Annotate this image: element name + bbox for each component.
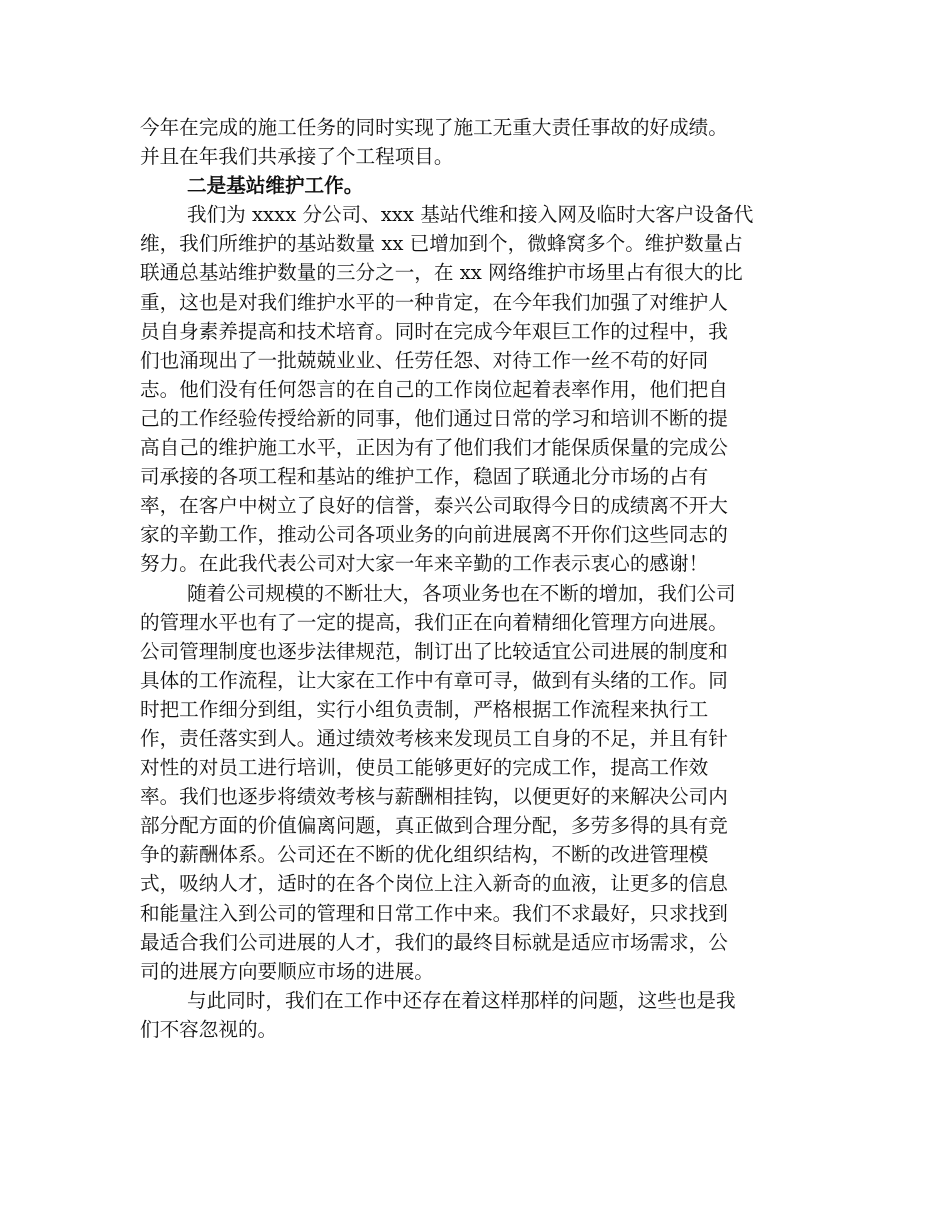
text-line: 我们为 xxxx 分公司、xxx 基站代维和接入网及临时大客户设备代 xyxy=(187,203,754,227)
text-line: 随着公司规模的不断壮大，各项业务也在不断的增加，我们公司 xyxy=(187,581,736,605)
text-line: 员自身素养提高和技术培育。同时在完成今年艰巨工作的过程中，我 xyxy=(140,319,728,343)
section-heading: 二是基站维护工作。 xyxy=(187,174,364,198)
text-line: 公司管理制度也逐步法律规范，制订出了比较适宜公司进展的制度和 xyxy=(140,639,728,663)
text-line: 司的进展方向要顺应市场的进展。 xyxy=(140,959,434,983)
text-line: 并且在年我们共承接了个工程项目。 xyxy=(140,145,454,169)
text-line: 司承接的各项工程和基站的维护工作，稳固了联通北分市场的占有 xyxy=(140,465,709,489)
text-line: 联通总基站维护数量的三分之一，在 xx 网络维护市场里占有很大的比 xyxy=(140,261,743,285)
text-line: 维，我们所维护的基站数量 xx 已增加到个，微蜂窝多个。维护数量占 xyxy=(140,232,743,256)
text-line: 作，责任落实到人。通过绩效考核来发现员工自身的不足，并且有针 xyxy=(140,726,728,750)
text-line: 具体的工作流程，让大家在工作中有章可寻，做到有头绪的工作。同 xyxy=(140,668,728,692)
text-line: 的管理水平也有了一定的提高，我们正在向着精细化管理方向进展。 xyxy=(140,610,728,634)
text-line: 率，在客户中树立了良好的信誉，泰兴公司取得今日的成绩离不开大 xyxy=(140,494,728,518)
text-line: 己的工作经验传授给新的同事，他们通过日常的学习和培训不断的提 xyxy=(140,406,728,430)
text-line: 重，这也是对我们维护水平的一种肯定，在今年我们加强了对维护人 xyxy=(140,290,728,314)
text-line: 率。我们也逐步将绩效考核与薪酬相挂钩，以便更好的来解决公司内 xyxy=(140,785,728,809)
text-line: 时把工作细分到组，实行小组负责制，严格根据工作流程来执行工 xyxy=(140,697,709,721)
text-line: 今年在完成的施工任务的同时实现了施工无重大责任事故的好成绩。 xyxy=(140,116,728,139)
text-line: 努力。在此我代表公司对大家一年来辛勤的工作表示衷心的感谢！ xyxy=(140,552,709,576)
text-line: 家的辛勤工作，推动公司各项业务的向前进展离不开你们这些同志的 xyxy=(140,523,728,547)
text-line: 们不容忽视的。 xyxy=(140,1017,278,1041)
text-line: 和能量注入到公司的管理和日常工作中来。我们不求最好，只求找到 xyxy=(140,901,728,925)
text-line: 对性的对员工进行培训，使员工能够更好的完成工作，提高工作效 xyxy=(140,756,709,780)
text-line: 部分配方面的价值偏离问题，真正做到合理分配，多劳多得的具有竞 xyxy=(140,814,728,838)
document-body xyxy=(140,113,810,1044)
text-line: 与此同时，我们在工作中还存在着这样那样的问题，这些也是我 xyxy=(187,988,736,1012)
text-line: 志。他们没有任何怨言的在自己的工作岗位起着表率作用，他们把自 xyxy=(140,377,728,401)
text-line: 争的薪酬体系。公司还在不断的优化组织结构，不断的改进管理模 xyxy=(140,843,709,867)
text-line: 们也涌现出了一批兢兢业业、任劳任怨、对待工作一丝不苟的好同 xyxy=(140,348,709,372)
text-line: 最适合我们公司进展的人才，我们的最终目标就是适应市场需求，公 xyxy=(140,930,728,954)
text-line: 式，吸纳人才，适时的在各个岗位上注入新奇的血液，让更多的信息 xyxy=(140,872,728,896)
text-line: 高自己的维护施工水平，正因为有了他们我们才能保质保量的完成公 xyxy=(140,436,728,460)
